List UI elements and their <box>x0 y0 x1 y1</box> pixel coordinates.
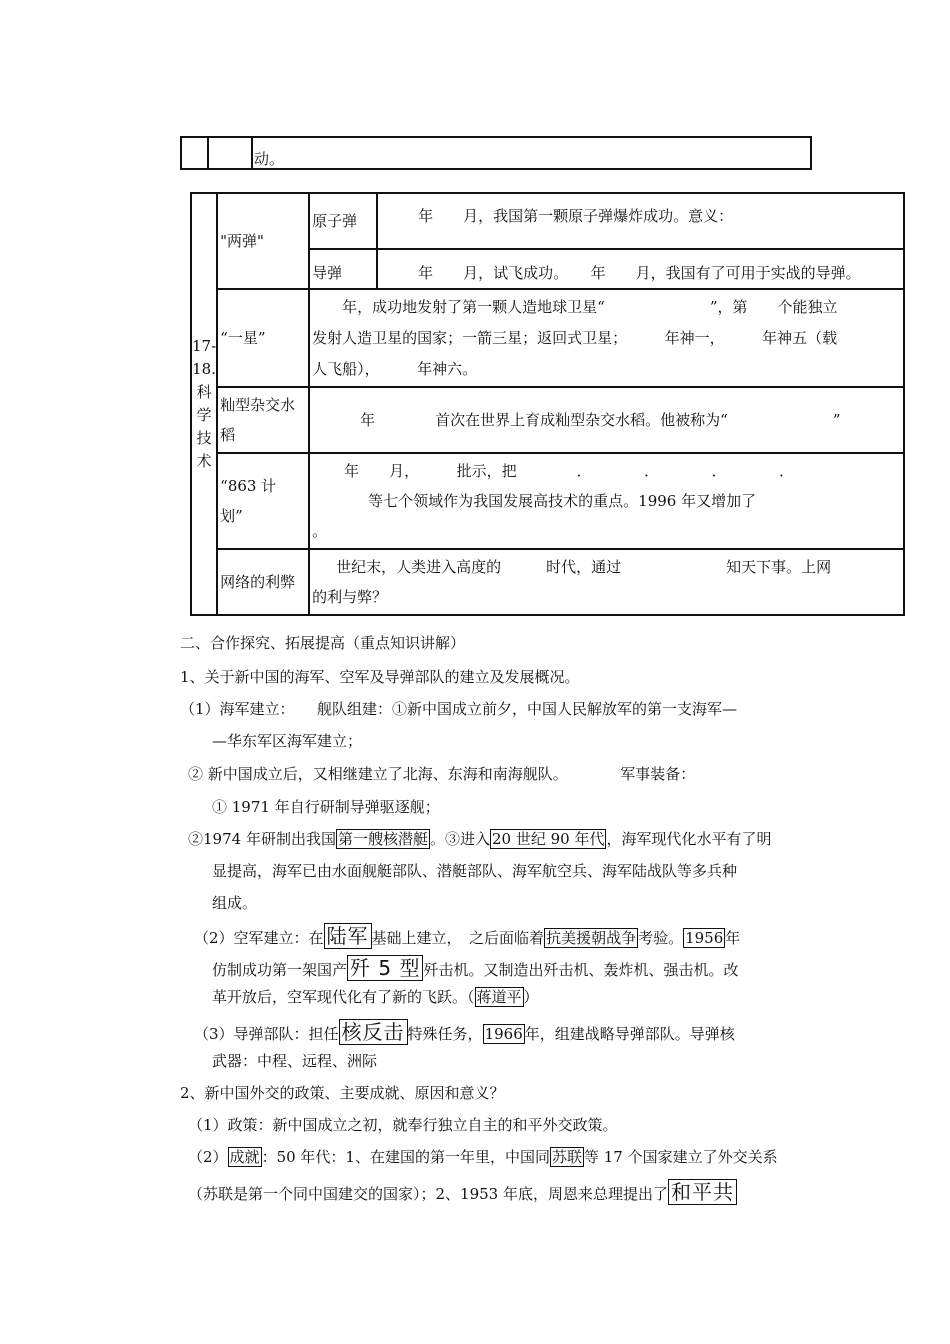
plan863-text <box>309 453 904 549</box>
missile-text: 年 月，试飞成功。 年 月，我国有了可用于实战的导弹。 <box>377 249 904 289</box>
network-line-2: 的利与弊？ <box>312 588 388 606</box>
answer-box-1956: 1956 <box>685 929 724 947</box>
one-star-label: “一星” <box>217 289 309 387</box>
answer-box-army: 陆军 <box>324 923 372 949</box>
plan863-line-2: 等七个领域作为我国发展高技术的重点。1996 年又增加了 <box>368 492 757 510</box>
navy-line-5: ②1974 年研制出我国 第一艘核潜艇 。③进入 20 世纪 90 年代 ，海军现代化水平有了明 <box>188 830 772 848</box>
policy-line: （1）政策：新中国成立之初，就奉行独立自主的和平外交政策。 <box>188 1116 618 1134</box>
one-star-line-3: 人飞船）， 年神六。 <box>312 359 478 378</box>
navy-line-6: 显提高，海军已由水面舰艇部队、潜艇部队、海军航空兵、海军陆战队等多兵种 <box>212 862 738 880</box>
answer-box-nuclear-sub: 第一艘核潜艇 <box>337 830 428 848</box>
plan863-label: “863 计 划” <box>217 453 309 549</box>
answer-box-peaceful: 和平共 <box>668 1179 737 1205</box>
achievement-line-2: （苏联是第一个同中国建交的国家）；2、1953 年底，周恩来总理提出了 和平共 <box>188 1176 737 1205</box>
top-table-cell-text: 动。 <box>254 150 285 168</box>
one-star-line-2: 发射人造卫星的国家；一箭三星；返回式卫星； 年神一， 年神五（载 <box>312 328 838 347</box>
top-table-divider-1 <box>207 138 209 168</box>
navy-line-1: （1）海军建立： 舰队组建：①新中国成立前夕，中国人民解放军的第一支海军— <box>180 700 738 718</box>
navy-line-3: ② 新中国成立后，又相继建立了北海、东海和南海舰队。 军事装备： <box>188 765 696 783</box>
one-star-text <box>309 289 904 387</box>
missile-line-1: （3）导弹部队：担任 核反击 特殊任务， 1966 年，组建战略导弹部队。导弹核 <box>194 1020 735 1044</box>
top-table <box>180 136 812 170</box>
missile-label: 导弹 <box>309 249 377 289</box>
atomic-label: 原子弹 <box>309 193 377 249</box>
atomic-text: 年 月，我国第一颗原子弹爆炸成功。意义： <box>377 193 904 249</box>
category-line-1: 17- <box>192 337 217 355</box>
category-line-4: 学 <box>196 406 212 424</box>
network-label: 网络的利弊 <box>217 549 309 615</box>
top-table-divider-2 <box>251 138 253 168</box>
category-line-6: 术 <box>196 452 212 470</box>
answer-box-ussr: 苏联 <box>551 1148 582 1166</box>
answer-box-1990s: 20 世纪 90 年代 <box>491 830 605 848</box>
navy-line-4: ① 1971 年自行研制导弹驱逐舰； <box>212 798 440 816</box>
rice-text: 年 首次在世界上育成籼型杂交水稻。他被称为“ ” <box>309 387 904 453</box>
navy-line-7: 组成。 <box>212 894 258 912</box>
category-cell <box>191 193 217 615</box>
missile-line-2: 武器：中程、远程、洲际 <box>212 1052 378 1070</box>
answer-box-counterattack: 核反击 <box>339 1019 408 1045</box>
answer-box-j5: 歼 5 型 <box>347 955 423 981</box>
answer-box-korean-war: 抗美援朝战争 <box>546 929 637 947</box>
plan863-line-1: 年 月， 批示，把 ． ． ． ． <box>344 462 795 480</box>
network-line-1: 世纪末，人类进入高度的 时代，通过 知天下事。上网 <box>336 558 832 576</box>
air-line-3: 革开放后，空军现代化有了新的飞跃。（ 蒋道平 ） <box>212 988 539 1006</box>
answer-box-name: 蒋道平 <box>476 988 522 1006</box>
one-star-line-1: 年，成功地发射了第一颗人造地球卫星“ ”，第 个能独立 <box>342 297 838 316</box>
navy-line-2: —华东军区海军建立； <box>212 732 363 750</box>
answer-box-1966: 1966 <box>484 1025 523 1043</box>
air-line-2: 仿制成功第一架国产 歼 5 型 歼击机。又制造出歼击机、轰炸机、强击机。改 <box>212 956 739 980</box>
air-line-1: （2）空军建立：在 陆军 基础上建立， 之后面临着 抗美援朝战争 考验。 1956 年 <box>194 924 741 948</box>
category-line-5: 技 <box>196 429 212 447</box>
rice-label: 籼型杂交水 稻 <box>217 387 309 453</box>
achievement-line-1: （2） 成就 ：50 年代：1、在建国的第一年里，中国同 苏联 等 17 个国家建立了外交关系 <box>188 1148 778 1166</box>
category-line-2: 18. <box>192 360 216 378</box>
q1-title: 1、关于新中国的海军、空军及导弹部队的建立及发展概况。 <box>180 668 580 686</box>
plan863-line-3: 。 <box>312 522 328 540</box>
science-table <box>190 192 905 616</box>
answer-box-achievement: 成就 <box>229 1148 260 1166</box>
category-line-3: 科 <box>196 383 212 401</box>
network-text <box>309 549 904 615</box>
section-heading: 二、合作探究、拓展提高（重点知识讲解） <box>180 634 466 652</box>
two-bombs-label: "两弹" <box>217 193 309 289</box>
q2-title: 2、新中国外交的政策、主要成就、原因和意义？ <box>180 1084 505 1102</box>
